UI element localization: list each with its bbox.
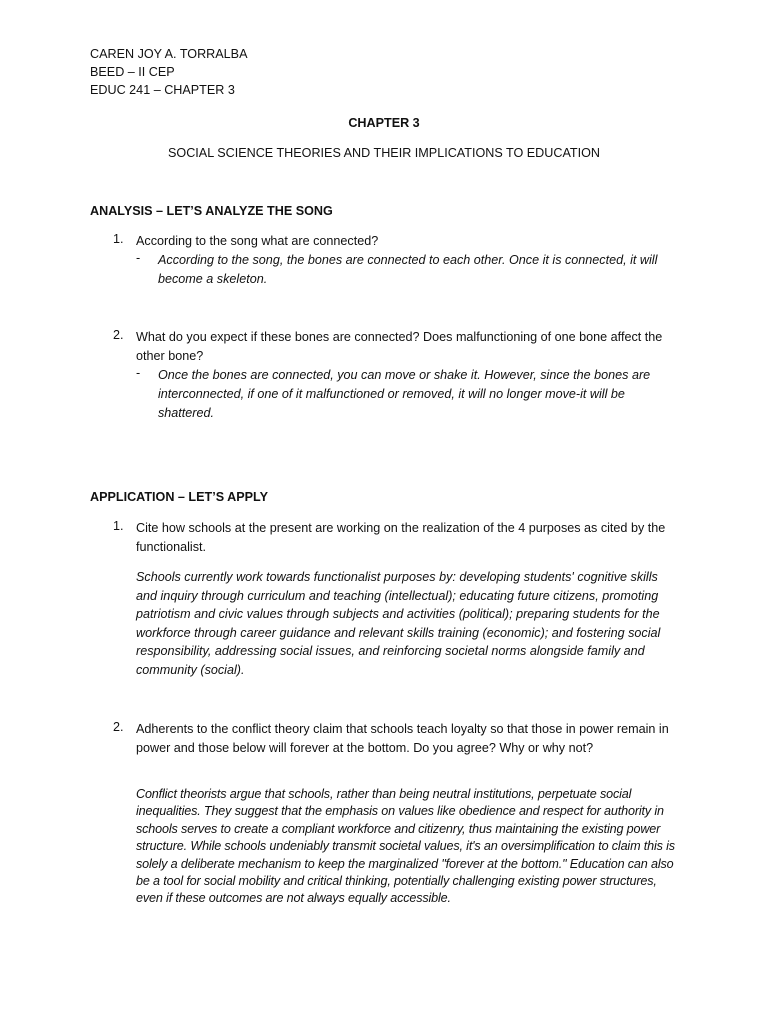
application-item-2-answer: Conflict theorists argue that schools, rather than being neutral institutions, perpetuate social inequalities. They suggest that the emphasis on values like obedience and respect for authority in schools serves to create a compliant workforce and citizenry, thus maintaining the existing power structure. While schools undeniably transmit societal values, it's an oversimplification to claim this is solely a deliberate mechanism to keep the marginalized "forever at the bottom." Education can also be a tool for social mobility and critical thinking, potentially challenging existing power structures, even if these outcomes are not always equally accessible. <box>136 787 675 906</box>
analysis-item-2-bullet: - <box>136 366 141 380</box>
application-item-1-number: 1. <box>113 519 124 533</box>
application-item-2-question: Adherents to the conflict theory claim that schools teach loyalty so that those in power remain in power and those below will forever at the bottom. Do you agree? Why or why not? <box>136 722 669 755</box>
application-item-1-question: Cite how schools at the present are working on the realization of the 4 purposes as cited by the functionalist. <box>136 521 666 554</box>
analysis-item-2-question: What do you expect if these bones are connected? Does malfunctioning of one bone affect the other bone? <box>136 330 663 363</box>
student-name: CAREN JOY A. TORRALBA <box>90 47 248 61</box>
application-item-1-answer: Schools currently work towards functionalist purposes by: developing students' cognitive skills and inquiry through curriculum and teaching (intellectual); educating future citizens, promoting patriotism and civic values through subjects and activities (political); preparing students for the workforce through career guidance and relevant skills training (economic); and fostering social responsibility, addressing social issues, and reinforcing societal norms alongside family and community (social). <box>136 570 661 677</box>
analysis-item-2-answer: Once the bones are connected, you can move or shake it. However, since the bones are interconnected, if one of it malfunctioned or removed, it will no longer move-it will be shattered. <box>158 368 651 420</box>
course-code: EDUC 241 – CHAPTER 3 <box>90 83 235 97</box>
analysis-item-1-answer: According to the song, the bones are connected to each other. Once it is connected, it will become a skeleton. <box>158 253 658 286</box>
analysis-item-1-number: 1. <box>113 232 124 246</box>
analysis-heading: ANALYSIS – LET’S ANALYZE THE SONG <box>90 204 333 218</box>
chapter-title: CHAPTER 3 <box>348 116 420 130</box>
student-program: BEED – II CEP <box>90 65 175 79</box>
application-heading: APPLICATION – LET’S APPLY <box>90 490 268 504</box>
analysis-item-2-number: 2. <box>113 328 124 342</box>
analysis-item-1-question: According to the song what are connected? <box>136 234 379 248</box>
application-item-2-number: 2. <box>113 720 124 734</box>
analysis-item-1-bullet: - <box>136 251 141 265</box>
chapter-subtitle: SOCIAL SCIENCE THEORIES AND THEIR IMPLICATIONS TO EDUCATION <box>168 146 600 160</box>
